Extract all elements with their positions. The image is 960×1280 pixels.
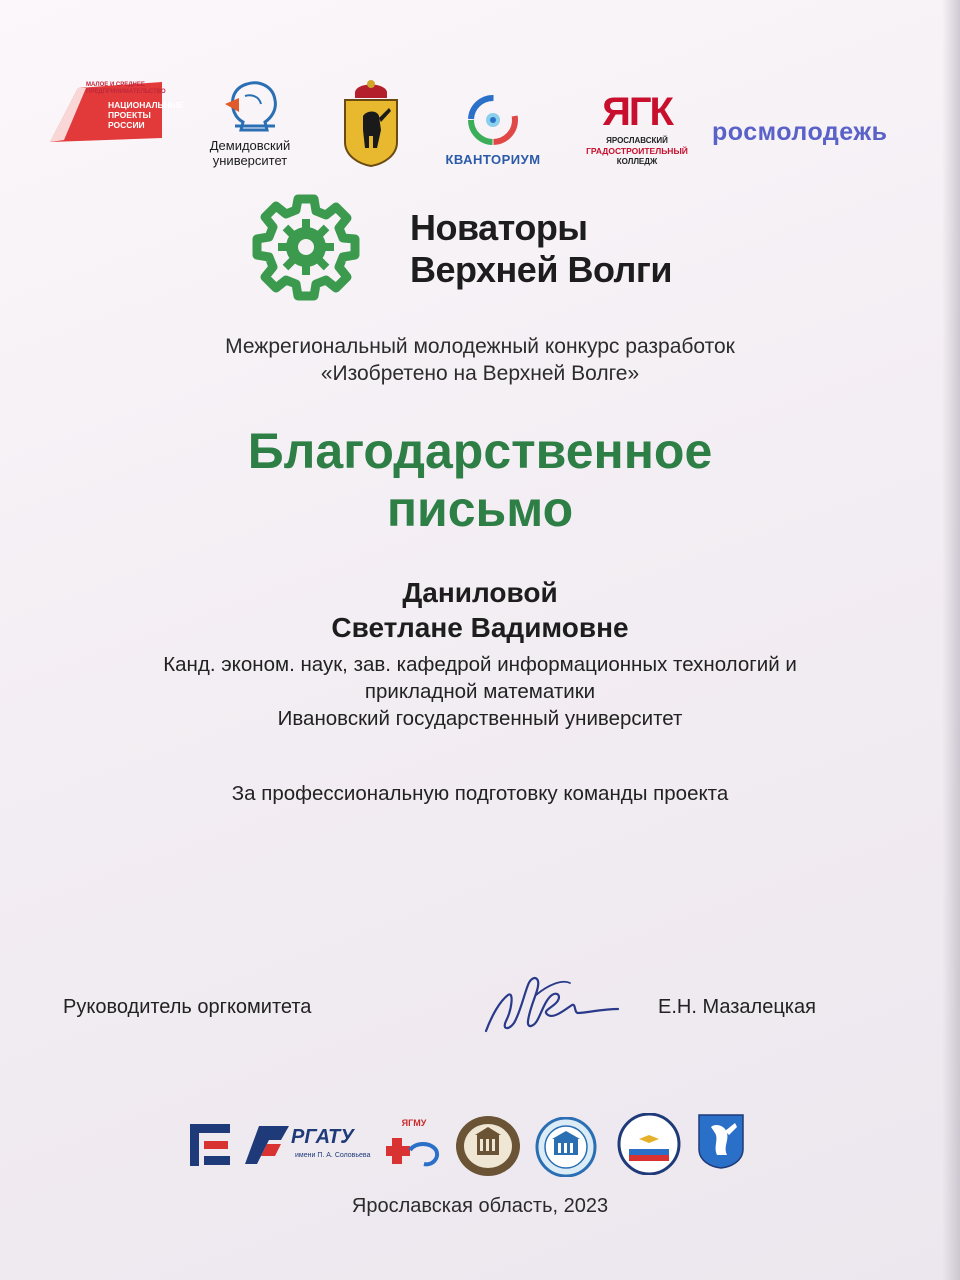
city-coat-logo — [697, 1113, 745, 1169]
demidov-portrait-icon — [185, 78, 315, 136]
signatory-name: Е.Н. Мазалецкая — [658, 996, 816, 1018]
title-line-1: Благодарственное — [247, 423, 713, 479]
national-projects-small-text: МАЛОЕ И СРЕДНЕЕ ПРЕДПРИНИМАТЕЛЬСТВО — [86, 82, 166, 95]
recipient-desc-line-3: Ивановский государственный университет — [277, 707, 683, 730]
school-round-logo — [617, 1113, 681, 1175]
partner-f-logo — [188, 1122, 232, 1168]
ygk-letters: ЯГК — [602, 90, 672, 134]
rgatu-emblem-icon — [245, 1120, 291, 1168]
rgatu-name: РГАТУ — [291, 1126, 354, 1148]
document-title — [80, 422, 880, 538]
coat-of-arms-icon — [343, 78, 399, 168]
ygk-logo — [577, 90, 697, 180]
yagmu-logo — [386, 1118, 442, 1172]
yagmu-name: ЯГМУ — [401, 1118, 427, 1128]
ygk-line-1: ЯРОСЛАВСКИЙ — [606, 136, 668, 145]
yaroslavl-coat-of-arms — [343, 78, 399, 168]
handwritten-signature — [478, 965, 628, 1045]
contest-line-1: Межрегиональный молодежный конкурс разработок — [225, 335, 735, 358]
contest-description — [80, 333, 880, 387]
award-reason: За профессиональную подготовку команды проекта — [231, 782, 729, 805]
contest-line-2: «Изобретено на Верхней Волге» — [320, 362, 640, 385]
ygk-line-3: КОЛЛЕДЖ — [616, 157, 658, 166]
title-line-2: письмо — [386, 481, 574, 537]
recipient-description — [60, 651, 900, 732]
brand-line-2: Верхней Волги — [410, 249, 673, 290]
signatory-role: Руководитель оргкомитета — [63, 996, 312, 1018]
place-and-year: Ярославская область, 2023 — [351, 1195, 609, 1217]
recipient-surname: Даниловой — [402, 577, 558, 608]
gear-icon — [252, 193, 360, 301]
kvantorium-logo — [428, 90, 558, 170]
school-flag-book-icon — [617, 1113, 681, 1175]
college-round-logo — [535, 1117, 597, 1177]
f-letter-icon — [188, 1122, 232, 1168]
national-projects-logo — [50, 80, 184, 170]
rgatu-logo — [245, 1120, 375, 1170]
ygk-line-2: ГРАДОСТРОИТЕЛЬНЫЙ — [586, 146, 688, 156]
recipient-desc-line-1: Канд. эконом. наук, зав. кафедрой информационных технологий и — [163, 653, 797, 676]
rgatu-subtitle: имени П. А. Соловьева — [295, 1152, 371, 1159]
brand-title — [410, 207, 672, 291]
kvantorium-icon — [428, 90, 558, 150]
national-projects-big-text: НАЦИОНАЛЬНЫЕ ПРОЕКТЫ РОССИИ — [108, 100, 184, 130]
demidov-university-logo — [185, 78, 315, 173]
demidov-university-name: Демидовский университет — [209, 138, 291, 168]
university-building-seal-icon — [455, 1115, 521, 1177]
recipient-desc-line-2: прикладной математики — [364, 680, 596, 703]
college-building-icon — [535, 1117, 597, 1177]
brand-line-1: Новаторы — [410, 207, 588, 248]
university-seal-logo — [455, 1115, 521, 1177]
rosmolodezh-logo: росмолодежь — [712, 118, 888, 146]
recipient-name — [80, 575, 880, 645]
recipient-given-name: Светлане Вадимовне — [331, 612, 629, 643]
city-coat-of-arms-icon — [697, 1113, 745, 1169]
medical-cross-icon — [386, 1130, 442, 1172]
kvantorium-name: КВАНТОРИУМ — [445, 152, 541, 167]
